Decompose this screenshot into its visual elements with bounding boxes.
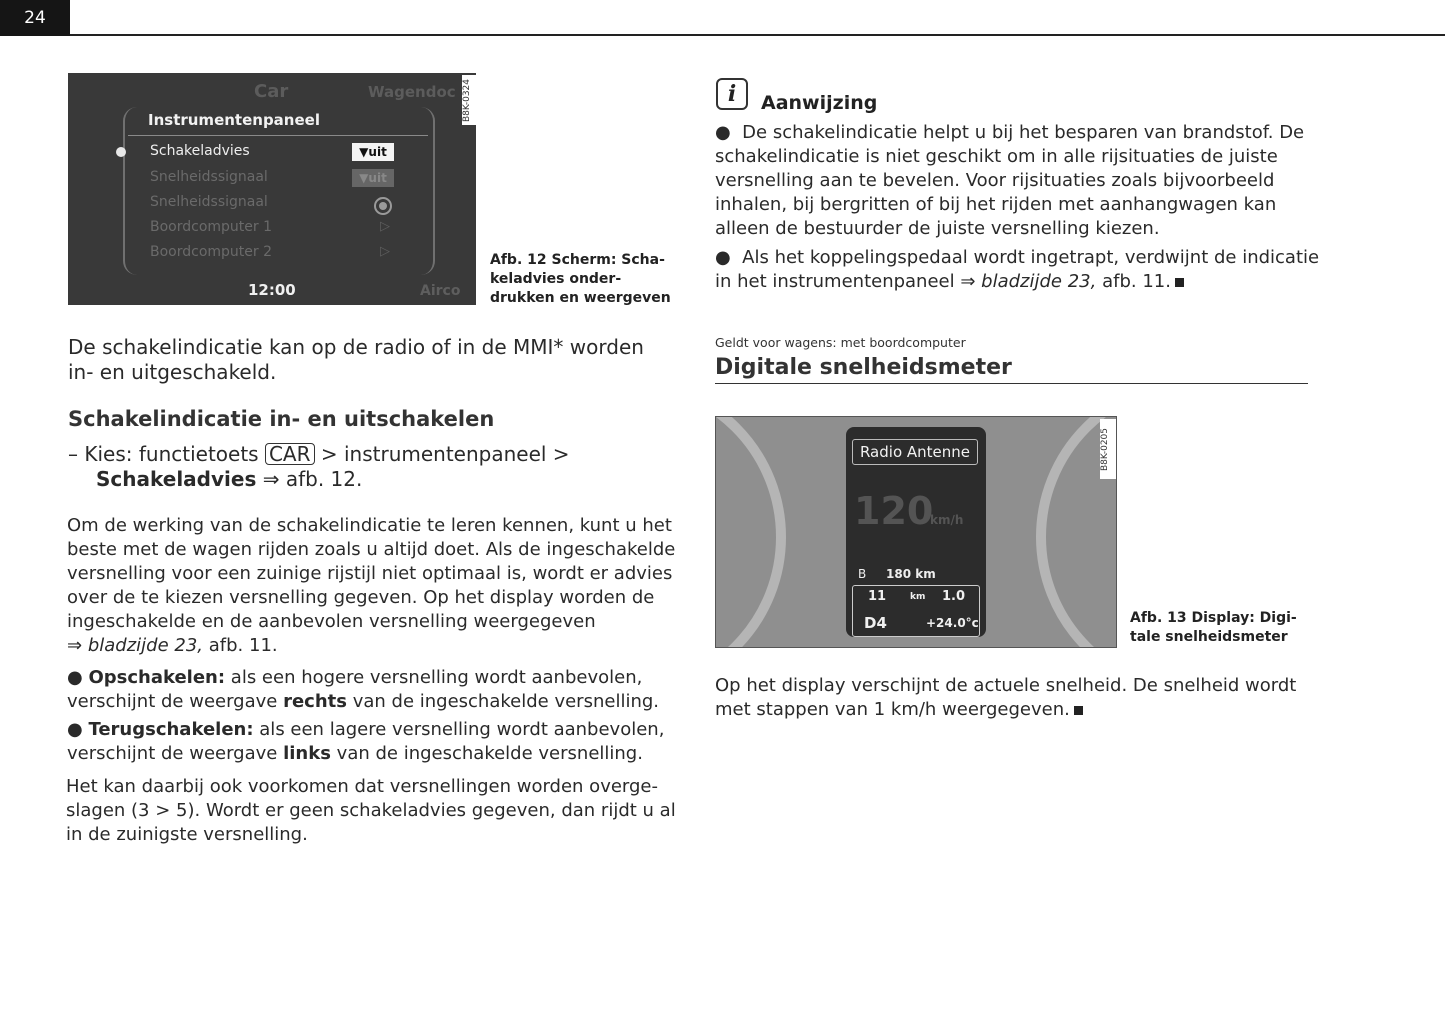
note-bullet-2: ● Als het koppelingspedaal wordt ingetrapt, verdwijnt de indicatie in het instrumentenpaneel ⇒ bladzijde 23, afb. 11.: [715, 247, 1320, 292]
mmi-row-snelheidssignaal-2: Snelheidssignaal: [150, 194, 268, 210]
figure-13-digital-speedometer: [715, 416, 1117, 648]
mmi-toggle-uit: ▼uit: [352, 143, 394, 161]
body-paragraph-2: Het kan daarbij ook voorkomen dat versnellingen worden overge- slagen (3 > 5). Wordt er geen schakeladvies gegeven, dan rijdt u al in de zuinigste versnelling.: [66, 776, 676, 845]
figure-code: B8K-0205: [1100, 419, 1116, 479]
heading-rule: [715, 383, 1308, 384]
section-heading-schakelindicatie: Schakelindicatie in- en uitschakelen: [68, 407, 495, 431]
page-number: 24: [0, 0, 70, 36]
mmi-toggle-uit-dim: ▼uit: [352, 169, 394, 187]
body-paragraph-1: Om de werking van de schakelindicatie te leren kennen, kunt u het beste met de wagen rijden zoals u altijd doet. Als de ingeschakelde versnelling voor een zuinige rijstijl niet optimaal is, wordt er advies over de te kiezen versnelling gegeven. Op het display worden de ingeschakelde en de aanbevolen versnelling weergegeven ⇒ bladzijde 23, afb. 11.: [67, 515, 676, 656]
mmi-row-snelheidssignaal-1: Snelheidssignaal: [150, 169, 268, 185]
figure-12-caption: Afb. 12 Scherm: Scha- keladvies onder- drukken en weergeven: [490, 252, 671, 306]
outside-temperature: +24.0°c: [926, 616, 979, 630]
mmi-header-car: Car: [254, 81, 289, 102]
instruction-step: – Kies: functietoets CAR > instrumentenpaneel > Schakeladvies ⇒ afb. 12.: [68, 442, 570, 491]
end-mark-icon: [1175, 278, 1184, 287]
dis-cell-right: 1.0: [942, 589, 966, 604]
figure-code: B8K-0324: [462, 75, 476, 125]
speedometer-paragraph: Op het display verschijnt de actuele snelheid. De snelheid wordt met stappen van 1 km/h weergegeven.: [715, 675, 1297, 720]
mmi-header-wagen: Wagendoc: [368, 83, 456, 101]
mmi-menu-title: Instrumentenpaneel: [148, 111, 320, 129]
dis-cell-left: 11: [868, 589, 887, 604]
section-heading-snelheidsmeter: Digitale snelheidsmeter: [715, 355, 1012, 380]
car-key: CAR: [265, 443, 315, 465]
bullet-terugschakelen: ● Terugschakelen: als een lagere versnelling wordt aanbevolen, verschijnt de weergave links van de ingeschakelde versnelling.: [67, 719, 665, 764]
note-title: Aanwijzing: [761, 92, 878, 114]
play-triangle-icon: ▷: [380, 244, 390, 259]
gear-indicator: D4: [864, 614, 887, 632]
figure-12-mmi-screen: [68, 73, 476, 305]
trip-icon: B: [858, 567, 867, 581]
play-triangle-icon: ▷: [380, 219, 390, 234]
mmi-row-schakeladvies: Schakeladvies: [150, 143, 250, 159]
mmi-clock: 12:00: [248, 281, 296, 299]
digital-speed: 120: [854, 489, 934, 533]
radio-station-label: Radio Antenne: [852, 439, 978, 465]
mmi-radio-icon: [374, 197, 392, 215]
trip-value: 180 km: [886, 567, 936, 581]
speed-unit: km/h: [930, 513, 964, 527]
header-rule: [70, 34, 1445, 36]
note-bullet-1: ● De schakelindicatie helpt u bij het besparen van brandstof. De schakelindicatie is niet geschikt om in alle rijsituaties de juiste versnelling aan te bevelen. Voor rijsituaties zoals bijvoorbeeld inhalen, bij bergritten of bij het rijden met aanhangwagen kan alleen de bestuurder de juiste versnelling kiezen.: [715, 122, 1305, 239]
dis-cell-unit: km: [910, 592, 926, 602]
bullet-opschakelen: ● Opschakelen: als een hogere versnelling wordt aanbevolen, verschijnt de weergave rechts van de ingeschakelde versnelling.: [67, 667, 659, 712]
gauge-arc-left: [715, 416, 786, 648]
figure-13-caption: Afb. 13 Display: Digi- tale snelheidsmeter: [1130, 610, 1297, 645]
mmi-row-boordcomputer-1: Boordcomputer 1: [150, 219, 273, 235]
mmi-airco-label: Airco: [420, 283, 461, 299]
intro-paragraph: De schakelindicatie kan op de radio of in de MMI* worden in- en uitgeschakeld.: [68, 335, 644, 384]
info-icon: i: [716, 78, 748, 110]
mmi-selector-knob-icon: [116, 147, 126, 157]
mmi-row-boordcomputer-2: Boordcomputer 2: [150, 244, 273, 260]
end-mark-icon: [1074, 706, 1083, 715]
applies-to-label: Geldt voor wagens: met boordcomputer: [715, 335, 966, 350]
